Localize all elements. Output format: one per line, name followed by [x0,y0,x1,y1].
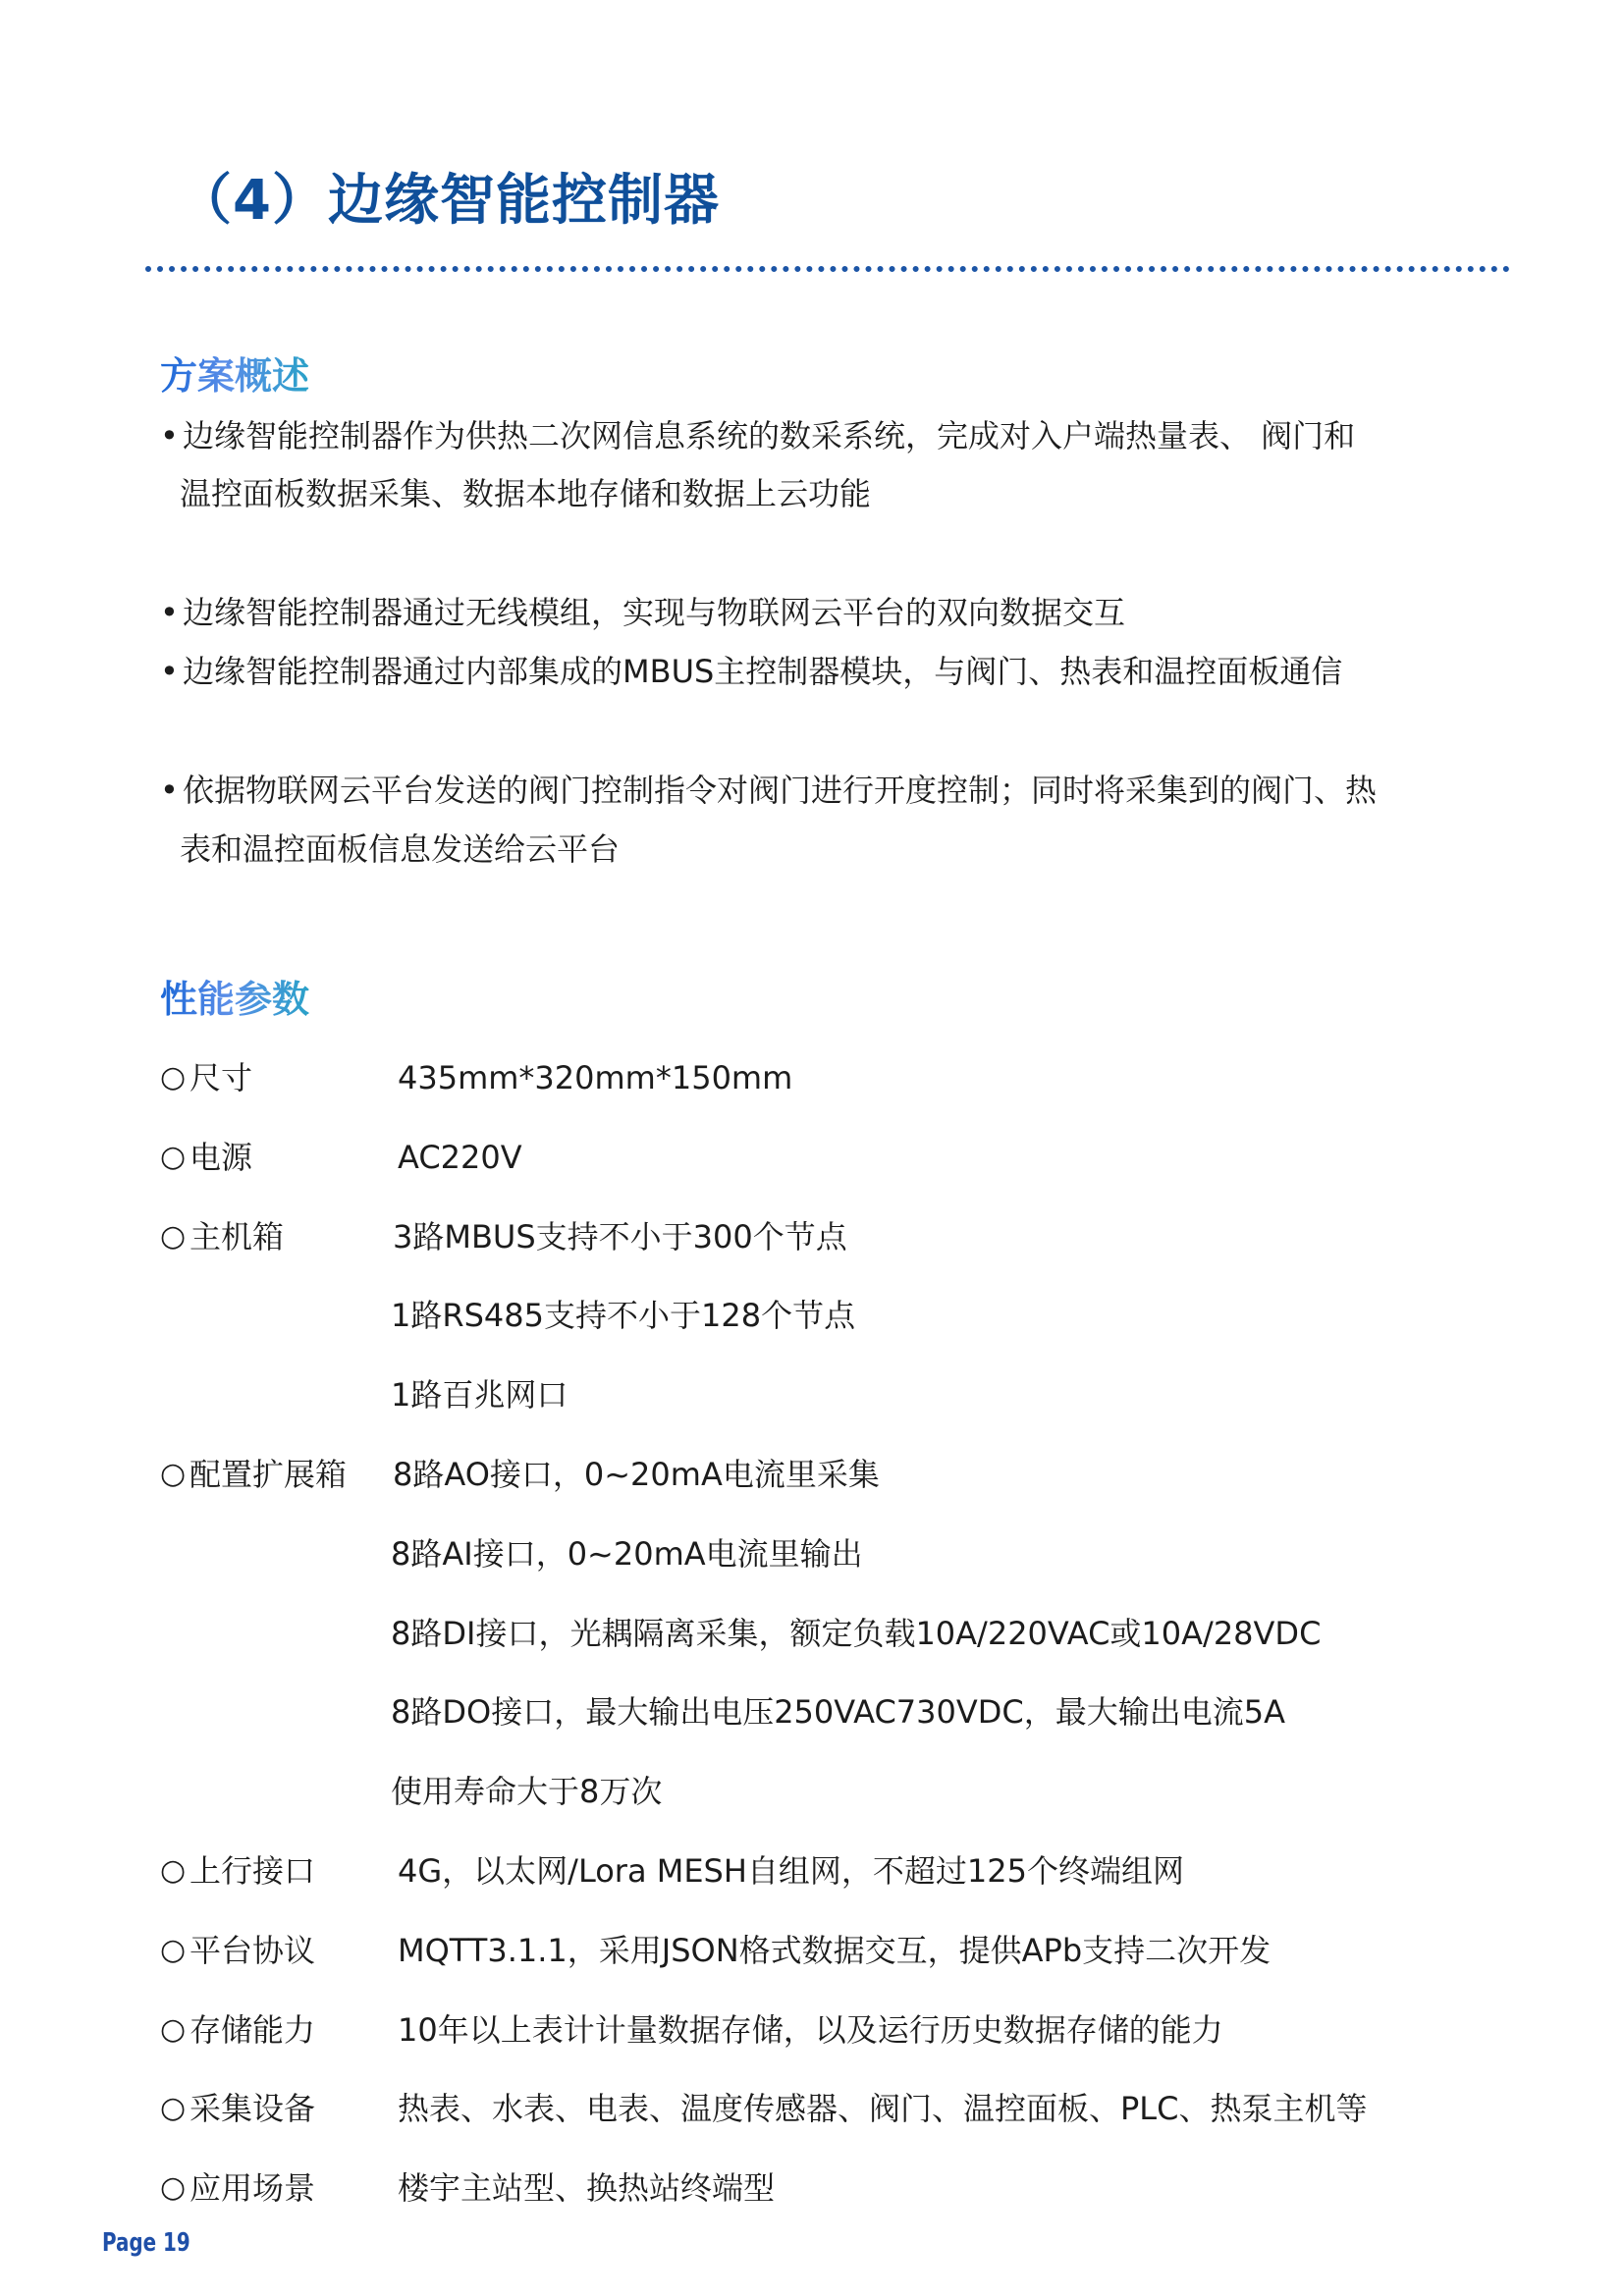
spec-label: 尺寸 [189,1059,253,1096]
spec-label: 平台协议 [189,1932,316,1969]
spec-value: 3路MBUS支持不小于300个节点 [393,1218,847,1255]
bullet-text: 边缘智能控制器通过内部集成的MBUS主控制器模块，与阀门、热表和温控面板通信 [183,653,1343,690]
spec-marker: ○ [160,2091,187,2125]
spec-value: 4G，以太网/Lora MESH自组网，不超过125个终端组网 [398,1852,1185,1890]
spec-value: 1路百兆网口 [391,1376,568,1414]
spec-marker: ○ [160,1219,187,1254]
spec-label: 存储能力 [189,2011,316,2049]
spec-label: 应用场景 [189,2169,316,2207]
spec-value: AC220V [398,1139,522,1176]
spec-value: 8路DI接口，光耦隔离采集，额定负载10A/220VAC或10A/28VDC [391,1615,1322,1652]
spec-label: 配置扩展箱 [189,1456,348,1493]
spec-marker: ○ [160,1933,187,1967]
spec-marker: ○ [160,1140,187,1174]
page-number: Page 19 [102,2228,190,2258]
spec-marker: ○ [160,2170,187,2205]
spec-label: 上行接口 [189,1852,316,1890]
title-divider [145,266,1510,272]
spec-value: MQTT3.1.1，采用JSON格式数据交互，提供APb支持二次开发 [398,1932,1271,1969]
overview-heading: 方案概述 [160,346,309,400]
spec-value: 10年以上表计计量数据存储，以及运行历史数据存储的能力 [398,2011,1223,2049]
bullet-text: 表和温控面板信息发送给云平台 [180,830,621,868]
bullet-text: 边缘智能控制器作为供热二次网信息系统的数采系统，完成对入户端热量表、 阀门和 [183,417,1356,454]
bullet-text: 依据物联网云平台发送的阀门控制指令对阀门进行开度控制；同时将采集到的阀门、热 [183,772,1378,809]
spec-label: 采集设备 [189,2090,316,2127]
bullet-dot: • [160,417,179,454]
bullet-dot: • [160,653,179,690]
bullet-text: 边缘智能控制器通过无线模组，实现与物联网云平台的双向数据交互 [183,594,1126,631]
bullet-dot: • [160,772,179,809]
bullet-text: 温控面板数据采集、数据本地存储和数据上云功能 [180,475,872,512]
spec-marker: ○ [160,1457,187,1491]
spec-value: 热表、水表、电表、温度传感器、阀门、温控面板、PLC、热泵主机等 [398,2090,1368,2127]
spec-marker: ○ [160,1853,187,1888]
spec-marker: ○ [160,1060,187,1095]
spec-value: 1路RS485支持不小于128个节点 [391,1297,856,1334]
spec-value: 435mm*320mm*150mm [398,1059,793,1096]
spec-value: 8路DO接口，最大输出电压250VAC730VDC，最大输出电流5A [391,1693,1285,1731]
spec-value: 使用寿命大于8万次 [391,1773,663,1810]
spec-label: 主机箱 [189,1218,285,1255]
page-title: （4）边缘智能控制器 [177,169,720,233]
spec-value: 8路AI接口，0~20mA电流里输出 [391,1535,863,1573]
spec-marker: ○ [160,2012,187,2047]
bullet-dot: • [160,594,179,631]
spec-value: 8路AO接口，0~20mA电流里采集 [393,1456,880,1493]
specs-heading: 性能参数 [160,969,309,1023]
spec-value: 楼宇主站型、换热站终端型 [398,2169,776,2207]
spec-label: 电源 [189,1139,253,1176]
